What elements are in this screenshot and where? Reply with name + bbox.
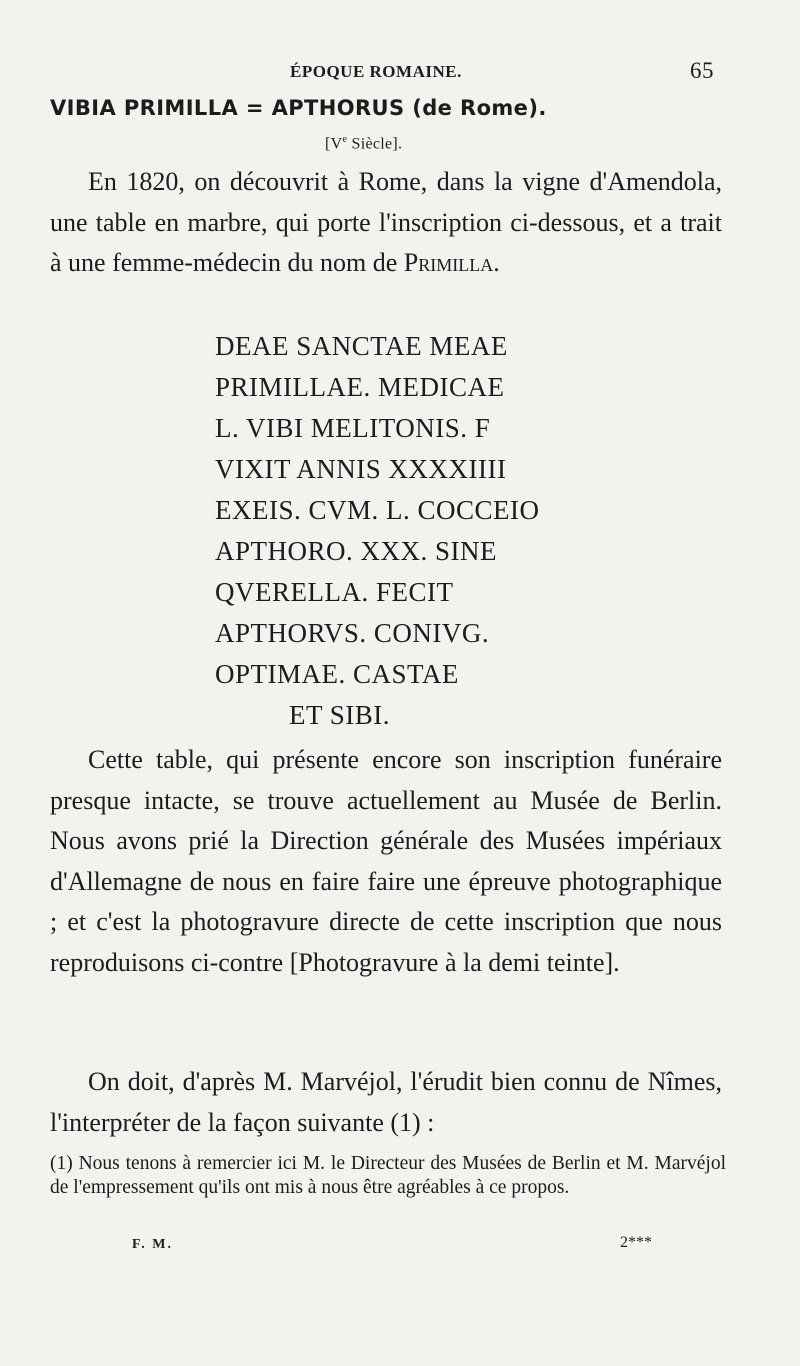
sheet-signature: 2*** xyxy=(620,1234,652,1251)
signature-mark: F. M. xyxy=(132,1237,173,1252)
paragraph-berlin: Cette table, qui présente encore son inscription funéraire presque intacte, se trouve actuellement au Musée de Berlin. Nous avons prié la Direction générale des Musées impériaux d'Allemagne de nous en faire faire une épreuve photographique ; et c'est la photogravure directe de cette inscription que nous reproduisons ci-contre [Photogravure à la demi teinte]. xyxy=(50,745,722,977)
inscription-line: DEAE SANCTAE MEAE xyxy=(215,331,508,361)
footnote: (1) Nous tenons à remercier ici M. le Directeur des Musées de Berlin et M. Marvéjol de l'empressement qu'ils ont mis à nous être agréables à ce propos. xyxy=(50,1153,726,1198)
inscription-line: ET SIBI. xyxy=(289,700,391,730)
century-open: [V xyxy=(325,135,343,153)
inscription-line: APTHORVS. CONIVG. xyxy=(215,618,490,648)
inscription-line: VIXIT ANNIS XXXXIIII xyxy=(215,454,507,484)
century-note xyxy=(325,134,402,153)
section-title: VIBIA PRIMILLA = APTHORUS (de Rome). xyxy=(50,96,547,120)
paragraph-discovery-end: . xyxy=(493,248,500,277)
inscription-line: PRIMILLAE. MEDICAE xyxy=(215,372,505,402)
paragraph-discovery-text: En 1820, on découvrit à Rome, dans la vigne d'Amendola, une table en marbre, qui porte l'inscription ci-dessous, et a trait à une femme-médecin du nom de xyxy=(50,167,722,277)
inscription-line: APTHORO. XXX. SINE xyxy=(215,536,498,566)
inscription-line: QVERELLA. FECIT xyxy=(215,577,454,607)
inscription-line: EXEIS. CVM. L. COCCEIO xyxy=(215,495,540,525)
paragraph-interpretation: On doit, d'après M. Marvéjol, l'érudit bien connu de Nîmes, l'interpréter de la façon suivante (1) : xyxy=(50,1067,722,1137)
paragraph-discovery xyxy=(50,162,722,284)
century-close: Siècle]. xyxy=(347,135,403,153)
latin-inscription xyxy=(215,326,735,736)
running-header xyxy=(50,58,714,86)
inscription-line: OPTIMAE. CASTAE xyxy=(215,659,459,689)
century-sup: e xyxy=(342,134,348,145)
page-number: 65 xyxy=(690,58,714,83)
inscription-line: L. VIBI MELITONIS. F xyxy=(215,413,491,443)
name-primilla: Primilla xyxy=(403,248,494,277)
running-title: ÉPOQUE ROMAINE. xyxy=(290,62,462,81)
